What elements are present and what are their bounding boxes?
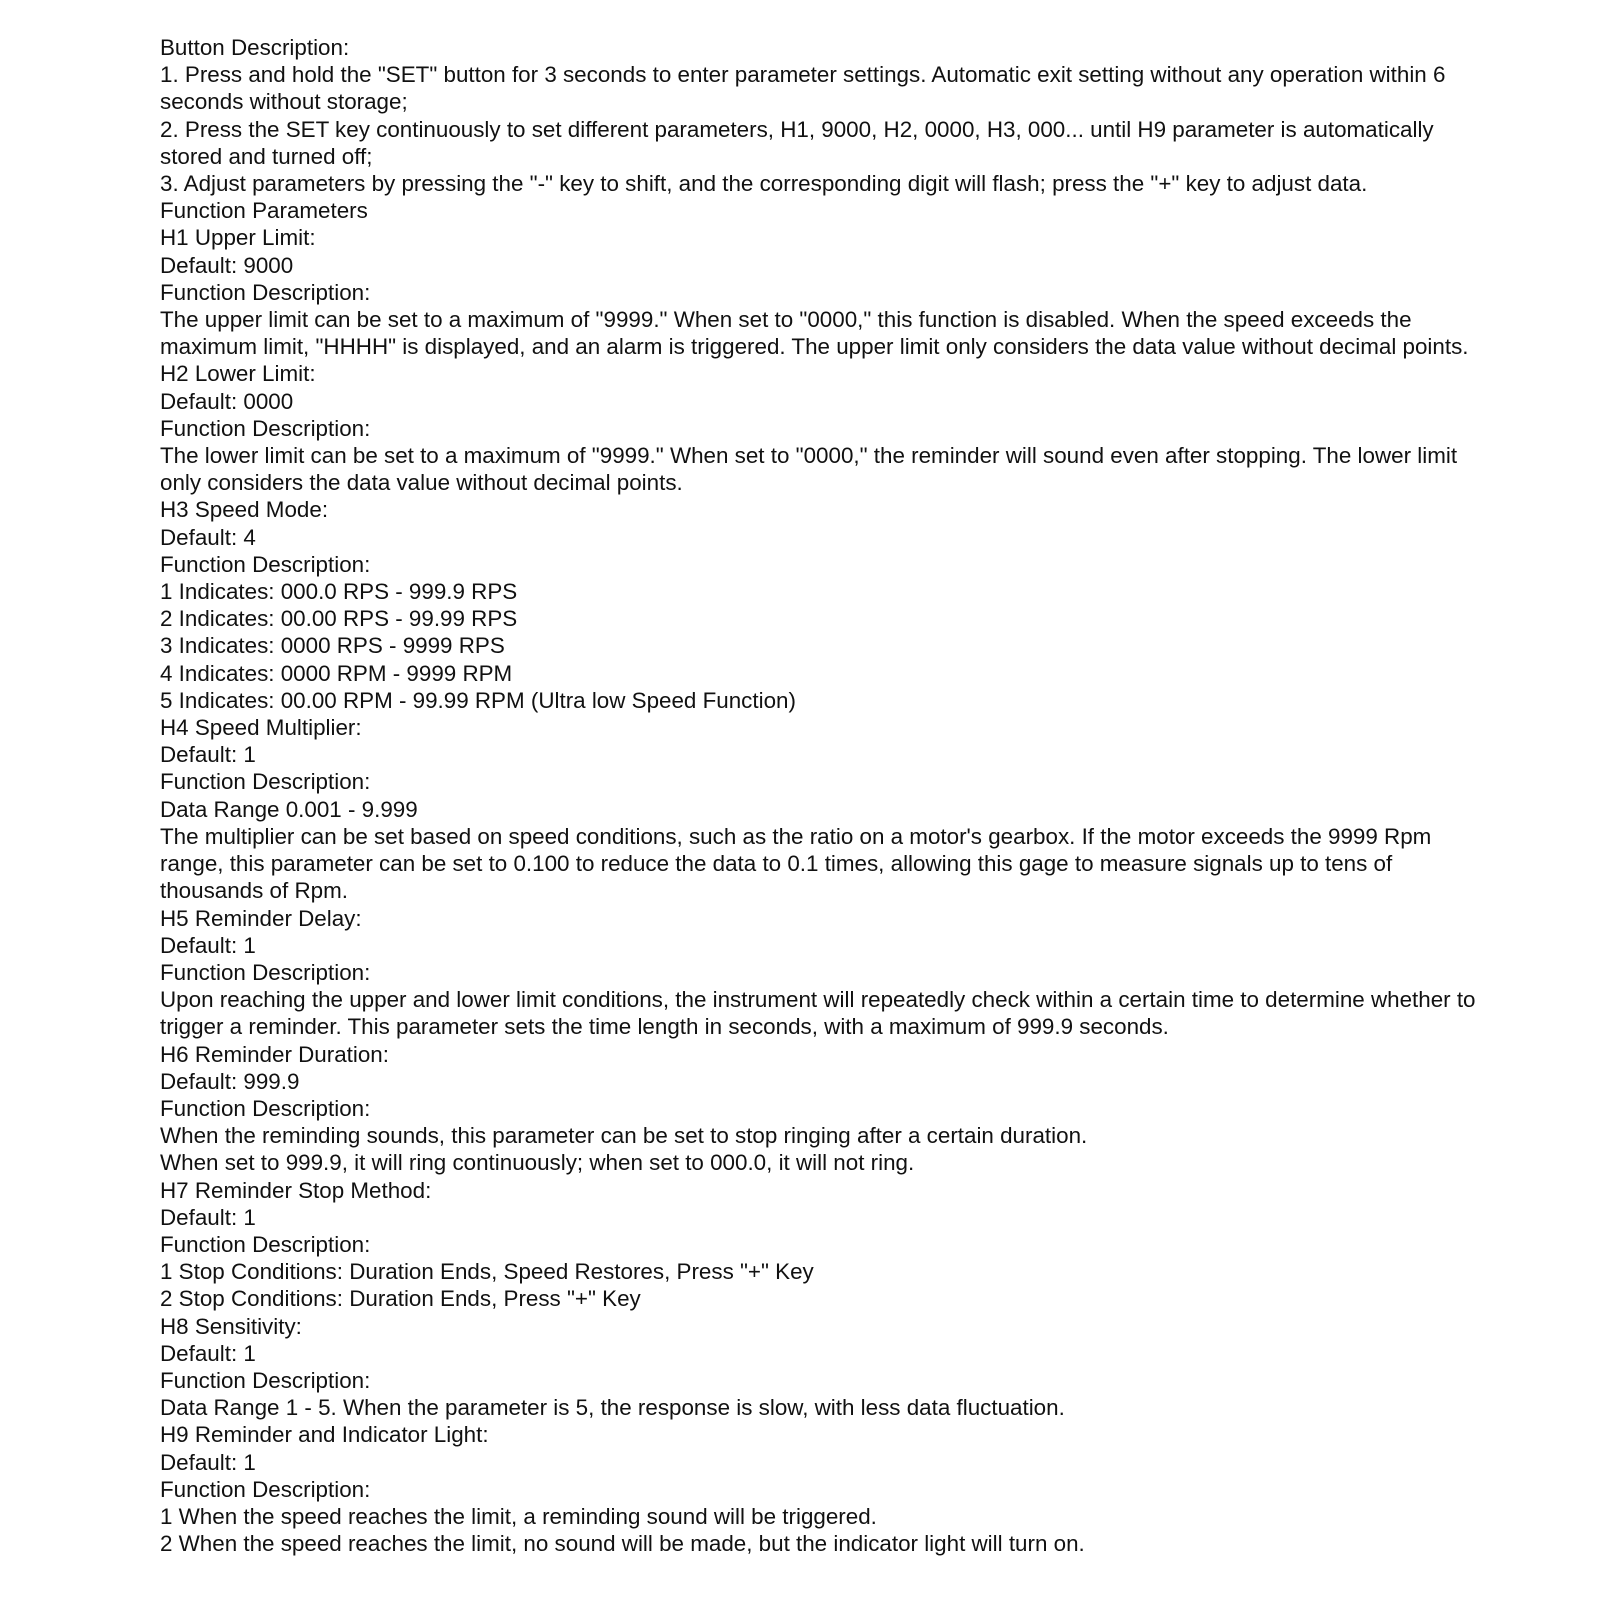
button-description-item: 3. Adjust parameters by pressing the "-" key to shift, and the corresponding digit will flash; press the "+" key to adjust data. [160, 171, 1368, 197]
function-description-label: Function Description: [160, 769, 371, 795]
parameter-description-line: 2 Stop Conditions: Duration Ends, Press "+" Key [160, 1286, 641, 1312]
parameter-description-line: Data Range 1 - 5. When the parameter is 5, the response is slow, with less data fluctuation. [160, 1395, 1065, 1421]
parameter-description-line: 5 Indicates: 00.00 RPM - 99.99 RPM (Ultra low Speed Function) [160, 687, 796, 713]
parameter-default: Default: 9000 [160, 252, 294, 278]
parameter-title: H8 Sensitivity: [160, 1313, 302, 1339]
parameter-title: H7 Reminder Stop Method: [160, 1177, 432, 1203]
parameter-default: Default: 999.9 [160, 1068, 300, 1094]
parameter-description-line: 2 Indicates: 00.00 RPS - 99.99 RPS [160, 606, 518, 632]
function-description-label: Function Description: [160, 1367, 371, 1393]
parameter-default: Default: 1 [160, 932, 256, 958]
parameter-description-line: Upon reaching the upper and lower limit conditions, the instrument will repeatedly check within a certain time to determine whether to trigger a reminder. This parameter sets the time length in seconds, with a maximum of 999.9 seconds. [160, 987, 1476, 1040]
parameter-default: Default: 4 [160, 524, 256, 550]
parameter-title: H2 Lower Limit: [160, 361, 316, 387]
parameter-title: H5 Reminder Delay: [160, 905, 362, 931]
parameter-description-line: 1 When the speed reaches the limit, a reminding sound will be triggered. [160, 1503, 877, 1529]
parameter-default: Default: 1 [160, 1449, 256, 1475]
parameter-description-line: When the reminding sounds, this parameter can be set to stop ringing after a certain duration. [160, 1123, 1088, 1149]
parameter-title: H3 Speed Mode: [160, 497, 329, 523]
parameter-description-line: The multiplier can be set based on speed conditions, such as the ratio on a motor's gearbox. If the motor exceeds the 9999 Rpm range, this parameter can be set to 0.100 to reduce the data to 0.1 times, allowing this gage to measure signals up to tens of thousands of Rpm. [160, 823, 1432, 904]
function-description-label: Function Description: [160, 959, 371, 985]
parameter-description-line: Data Range 0.001 - 9.999 [160, 796, 418, 822]
parameter-default: Default: 1 [160, 742, 256, 768]
function-description-label: Function Description: [160, 1095, 371, 1121]
parameter-title: H4 Speed Multiplier: [160, 715, 362, 741]
parameter-title: H1 Upper Limit: [160, 225, 316, 251]
parameter-description-line: When set to 999.9, it will ring continuously; when set to 000.0, it will not ring. [160, 1150, 915, 1176]
button-description-heading: Button Description: [160, 35, 350, 60]
parameter-default: Default: 1 [160, 1204, 256, 1230]
parameter-description-line: 2 When the speed reaches the limit, no sound will be made, but the indicator light will turn on. [160, 1531, 1085, 1557]
button-description-item: 2. Press the SET key continuously to set different parameters, H1, 9000, H2, 0000, H3, 000... until H9 parameter is automatically stored and turned off; [160, 116, 1434, 169]
function-description-label: Function Description: [160, 279, 371, 305]
document-body [160, 34, 1490, 1557]
function-description-label: Function Description: [160, 415, 371, 441]
parameter-description-line: The upper limit can be set to a maximum of "9999." When set to "0000," this function is disabled. When the speed exceeds the maximum limit, "HHHH" is displayed, and an alarm is triggered. The upper limit only considers the data value without decimal points. [160, 307, 1469, 360]
parameter-title: H6 Reminder Duration: [160, 1041, 389, 1067]
parameter-default: Default: 0000 [160, 388, 294, 414]
parameter-description-line: 3 Indicates: 0000 RPS - 9999 RPS [160, 633, 505, 659]
function-description-label: Function Description: [160, 1476, 371, 1502]
function-description-label: Function Description: [160, 551, 371, 577]
parameter-description-line: The lower limit can be set to a maximum of "9999." When set to "0000," the reminder will sound even after stopping. The lower limit only considers the data value without decimal points. [160, 443, 1458, 496]
button-description-item: 1. Press and hold the "SET" button for 3 seconds to enter parameter settings. Automatic exit setting without any operation within 6 seconds without storage; [160, 62, 1446, 115]
function-parameters-heading: Function Parameters [160, 198, 368, 224]
parameter-description-line: 1 Stop Conditions: Duration Ends, Speed Restores, Press "+" Key [160, 1259, 814, 1285]
parameter-description-line: 1 Indicates: 000.0 RPS - 999.9 RPS [160, 579, 518, 605]
parameter-default: Default: 1 [160, 1340, 256, 1366]
function-description-label: Function Description: [160, 1231, 371, 1257]
parameter-description-line: 4 Indicates: 0000 RPM - 9999 RPM [160, 660, 513, 686]
parameter-title: H9 Reminder and Indicator Light: [160, 1422, 489, 1448]
